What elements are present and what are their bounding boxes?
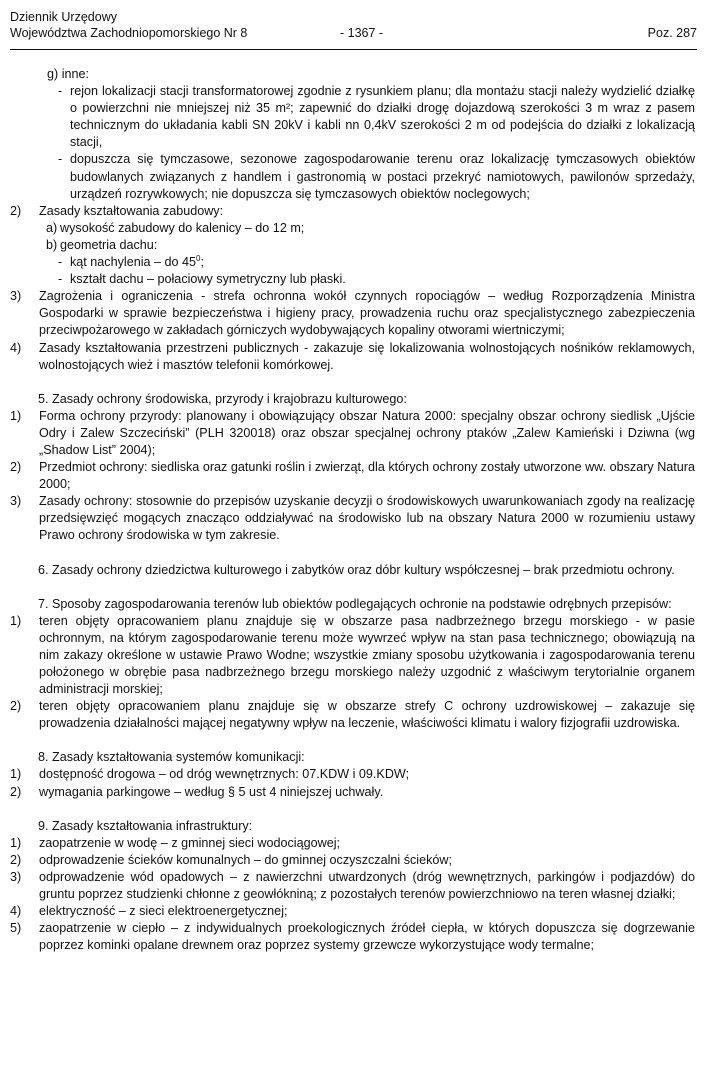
- list-item-number: 2): [10, 784, 22, 799]
- list-item-number: 4): [10, 340, 22, 355]
- list-item-text: zaopatrzenie w ciepło – z indywidualnych proekologicznych źródeł ciepła, w których dopuszcza się dogrzewanie poprzez kominki opalane drewnem oraz poprzez systemy grzewcze wykorzystujące wody termalne;: [39, 921, 695, 953]
- list-item: [10, 698, 695, 732]
- section-7-heading: 7. Sposoby zagospodarowania terenów lub obiektów podlegających ochronie na podstawie odrębnych przepisów:: [38, 596, 672, 611]
- degree-superscript: 0: [196, 254, 201, 264]
- list-item-number: 4): [10, 904, 22, 919]
- list-item-text: elektryczność – z sieci elektroenergetycznej;: [39, 904, 288, 919]
- list-item: [10, 408, 695, 459]
- list-item-text: Zagrożenia i ograniczenia - strefa ochronna wokół czynnych ropociągów – według Rozporządzenia Ministra Gospodarki w sprawie bezpieczeństwa i higieny pracy, prowadzenia ruchu oraz specjalistycznego zabezpieczenia przeciwpożarowego w zakładach górniczych wydobywających kopaliny otworami wiertniczymi;: [39, 289, 695, 338]
- dash-bullet: -: [58, 84, 63, 99]
- list-item-number: 2): [10, 699, 22, 714]
- list-item: [10, 784, 695, 801]
- subitem-g-label: g) inne:: [47, 67, 90, 81]
- list-item-number: 1): [10, 767, 22, 782]
- list-item-number: 1): [10, 613, 22, 628]
- position-number: Poz. 287: [647, 26, 697, 40]
- page-header: [10, 7, 697, 50]
- list-item-number: 2): [10, 203, 22, 218]
- journal-title-line1: Dziennik Urzędowy: [10, 10, 117, 24]
- list-item-text: Forma ochrony przyrody: planowany i obowiązujący obszar Natura 2000: specjalny obszar ochrony siedlisk „Ujście Odry i Zalew Szczeciński” (PLH 320018) oraz obszar specjalnej ochrony ptaków „Zalew Kamieński i Dziwna (wg „Shadow List” 2004);: [39, 408, 695, 457]
- list-item: [10, 835, 695, 852]
- list-item-text: zaopatrzenie w wodę – z gminnej sieci wodociągowej;: [39, 835, 341, 850]
- list-item-text: Zasady ochrony: stosownie do przepisów uzyskanie decyzji o środowiskowych uwarunkowaniach zgody na realizację przedsięwzięć mogących znacząco oddziaływać na środowisko lub na obszary Natura 2000 w rozumieniu ustawy Prawo ochrony środowiska w tym zakresie.: [39, 494, 695, 543]
- list-item: [10, 340, 695, 374]
- subitem-b-dash-2-text: kształt dachu – połaciowy symetryczny lub płaski.: [70, 272, 346, 287]
- dash-bullet: -: [58, 152, 63, 167]
- subitem-b-text: geometria dachu:: [60, 237, 158, 252]
- list-item: [10, 203, 695, 220]
- list-item: [10, 288, 695, 339]
- list-item-text: odprowadzenie ścieków komunalnych – do gminnej oczyszczalni ścieków;: [39, 852, 452, 867]
- dash-bullet: -: [58, 255, 63, 270]
- list-item-text: teren objęty opracowaniem planu znajduje się w obszarze pasa nadbrzeżnego brzegu morskiego - w pasie ochronnym, na którym zagospodarowanie terenu może wywrzeć wpływ na stan pasa technicznego; obowiązują na nim zakazy określone w ustawie Prawo Wodne; wszystkie zmiany sposobu użytkowania i zagospodarowania terenu położonego w obrębie pasa nadbrzeżnego brzegu morskiego należy uzgodnić z właściwym terytorialnie organem administracji morskiej;: [39, 613, 695, 697]
- list-item-text: teren objęty opracowaniem planu znajduje się w obszarze strefy C ochrony uzdrowiskowej – zakazuje się prowadzenia działalności mającej negatywny wpływ na leczenie, właściwości klimatu i walory fizjografii uzdrowiska.: [39, 699, 695, 731]
- subitem-b: [10, 237, 695, 254]
- subitem-b-dash-1-text: kąt nachylenia – do 45: [70, 255, 197, 270]
- list-item: [10, 903, 695, 920]
- journal-title: [10, 9, 247, 41]
- list-item-number: 5): [10, 921, 22, 936]
- list-item: [10, 613, 695, 698]
- document-body: [10, 66, 695, 954]
- section-6-paragraph: 6. Zasady ochrony dziedzictwa kulturowego i zabytków oraz dóbr kultury współczesnej – brak przedmiotu ochrony.: [38, 562, 675, 577]
- list-item: [10, 766, 695, 783]
- subitem-g-dash-1-text: rejon lokalizacji stacji transformatorowej zgodnie z rysunkiem planu; dla montażu stacji należy wydzielić działkę o powierzchni nie mniejszej niż 35 m²; zapewnić do działki drogę dojazdową szerokości 3 m wraz z pasem technicznym do układania kabli SN 20kV i kabli nn 0,4kV szerokości 2 m od podejścia do działki z lokalizacją stacji,: [70, 84, 695, 150]
- list-item-number: 2): [10, 852, 22, 867]
- list-item-text: Zasady kształtowania zabudowy:: [39, 203, 224, 218]
- list-item-number: 2): [10, 460, 22, 475]
- page-number: - 1367 -: [340, 26, 384, 40]
- list-item-number: 3): [10, 289, 22, 304]
- list-item-number: 1): [10, 835, 22, 850]
- journal-title-line2: Województwa Zachodniopomorskiego Nr 8: [10, 26, 248, 40]
- list-item: [10, 869, 695, 903]
- section-5-heading: 5. Zasady ochrony środowiska, przyrody i krajobrazu kulturowego:: [38, 391, 407, 406]
- list-item-text: Przedmiot ochrony: siedliska oraz gatunki roślin i zwierząt, dla których ochrony zostały utworzone ww. obszary Natura 2000;: [39, 460, 695, 492]
- subitem-g-dash-2-text: dopuszcza się tymczasowe, sezonowe zagospodarowanie terenu oraz lokalizację tymczasowych obiektów budowlanych związanych z handlem i gastronomią w postaci przekryć namiotowych, pawilonów sprzedaży, urządzeń rozrywkowych; nie dopuszcza się tymczasowych obiektów noclegowych;: [70, 152, 695, 201]
- degree-suffix: ;: [200, 255, 204, 270]
- list-item-text: wymagania parkingowe – według § 5 ust 4 niniejszej uchwały.: [39, 784, 384, 799]
- subitem-b-label: b): [46, 237, 58, 252]
- list-item: [10, 852, 695, 869]
- list-item: [10, 459, 695, 493]
- list-item: [10, 493, 695, 544]
- subitem-g-dash-2: [10, 151, 695, 202]
- section-8-heading: 8. Zasady kształtowania systemów komunikacji:: [38, 750, 305, 765]
- subitem-b-dash-2: [10, 271, 695, 288]
- list-item: [10, 920, 695, 954]
- list-item-number: 1): [10, 408, 22, 423]
- dash-bullet: -: [58, 272, 63, 287]
- list-item-text: dostępność drogowa – od dróg wewnętrznych: 07.KDW i 09.KDW;: [39, 767, 410, 782]
- subitem-b-dash-1: [10, 254, 695, 271]
- subitem-a: [10, 220, 695, 237]
- list-item-number: 3): [10, 494, 22, 509]
- section-9-heading: 9. Zasady kształtowania infrastruktury:: [38, 818, 253, 833]
- list-item-text: Zasady kształtowania przestrzeni publicznych - zakazuje się lokalizowania wolnostojących nośników reklamowych, wolnostojących wież i masztów telefonii komórkowej.: [39, 340, 695, 372]
- subitem-a-text: wysokość zabudowy do kalenicy – do 12 m;: [60, 220, 305, 235]
- list-item-text: odprowadzenie wód opadowych – z nawierzchni utwardzonych (dróg wewnętrznych, parkingów i podjazdów) do gruntu poprzez studzienki chłonne z geowłókniną; z pozostałych terenów powierzchniowo na teren własnej działki;: [39, 869, 695, 902]
- subitem-g-dash-1: [10, 83, 695, 151]
- list-item-number: 3): [10, 869, 22, 884]
- subitem-a-label: a): [46, 220, 58, 235]
